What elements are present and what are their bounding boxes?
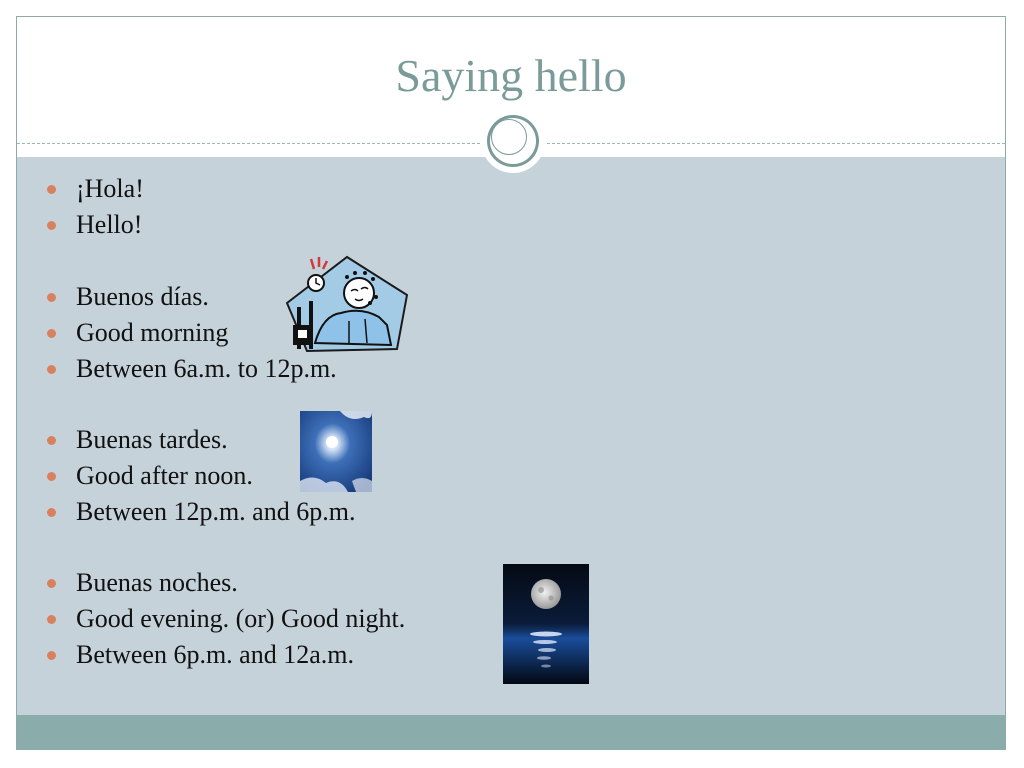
bullet-text: Good evening. (or) Good night. <box>76 604 406 633</box>
bullet-marker <box>47 185 56 194</box>
bullet-marker <box>47 472 56 481</box>
bullet-marker <box>47 508 56 517</box>
bullet-text: Between 12p.m. and 6p.m. <box>76 497 356 526</box>
bullet-marker <box>47 579 56 588</box>
bullet-marker <box>47 615 56 624</box>
footer-band <box>17 715 1005 750</box>
sun-in-sky-image <box>300 411 372 492</box>
bullet-marker <box>47 329 56 338</box>
bullet-marker <box>47 651 56 660</box>
slide <box>16 16 1006 750</box>
bullet-marker <box>47 293 56 302</box>
bullet-text: Buenos días. <box>76 282 209 311</box>
bullet-marker <box>47 436 56 445</box>
bullet-text: Between 6p.m. and 12a.m. <box>76 640 354 669</box>
bullet-text: Good after noon. <box>76 461 253 490</box>
moon-over-water-image <box>503 564 589 684</box>
bullet-text: Hello! <box>76 210 143 239</box>
slide-title: Saying hello <box>395 50 627 101</box>
bullet-text: Good morning <box>76 318 229 347</box>
bullet-marker <box>47 365 56 374</box>
bullet-text: ¡Hola! <box>76 174 144 203</box>
bullet-text: Between 6a.m. to 12p.m. <box>76 354 337 383</box>
bullet-marker <box>47 221 56 230</box>
title-ornament <box>481 109 545 173</box>
bullet-text: Buenas tardes. <box>76 425 228 454</box>
bullet-text: Buenas noches. <box>76 568 238 597</box>
content-area <box>17 157 1005 715</box>
ornament-inner-circle <box>491 119 527 155</box>
sleeping-person-image <box>279 255 409 355</box>
